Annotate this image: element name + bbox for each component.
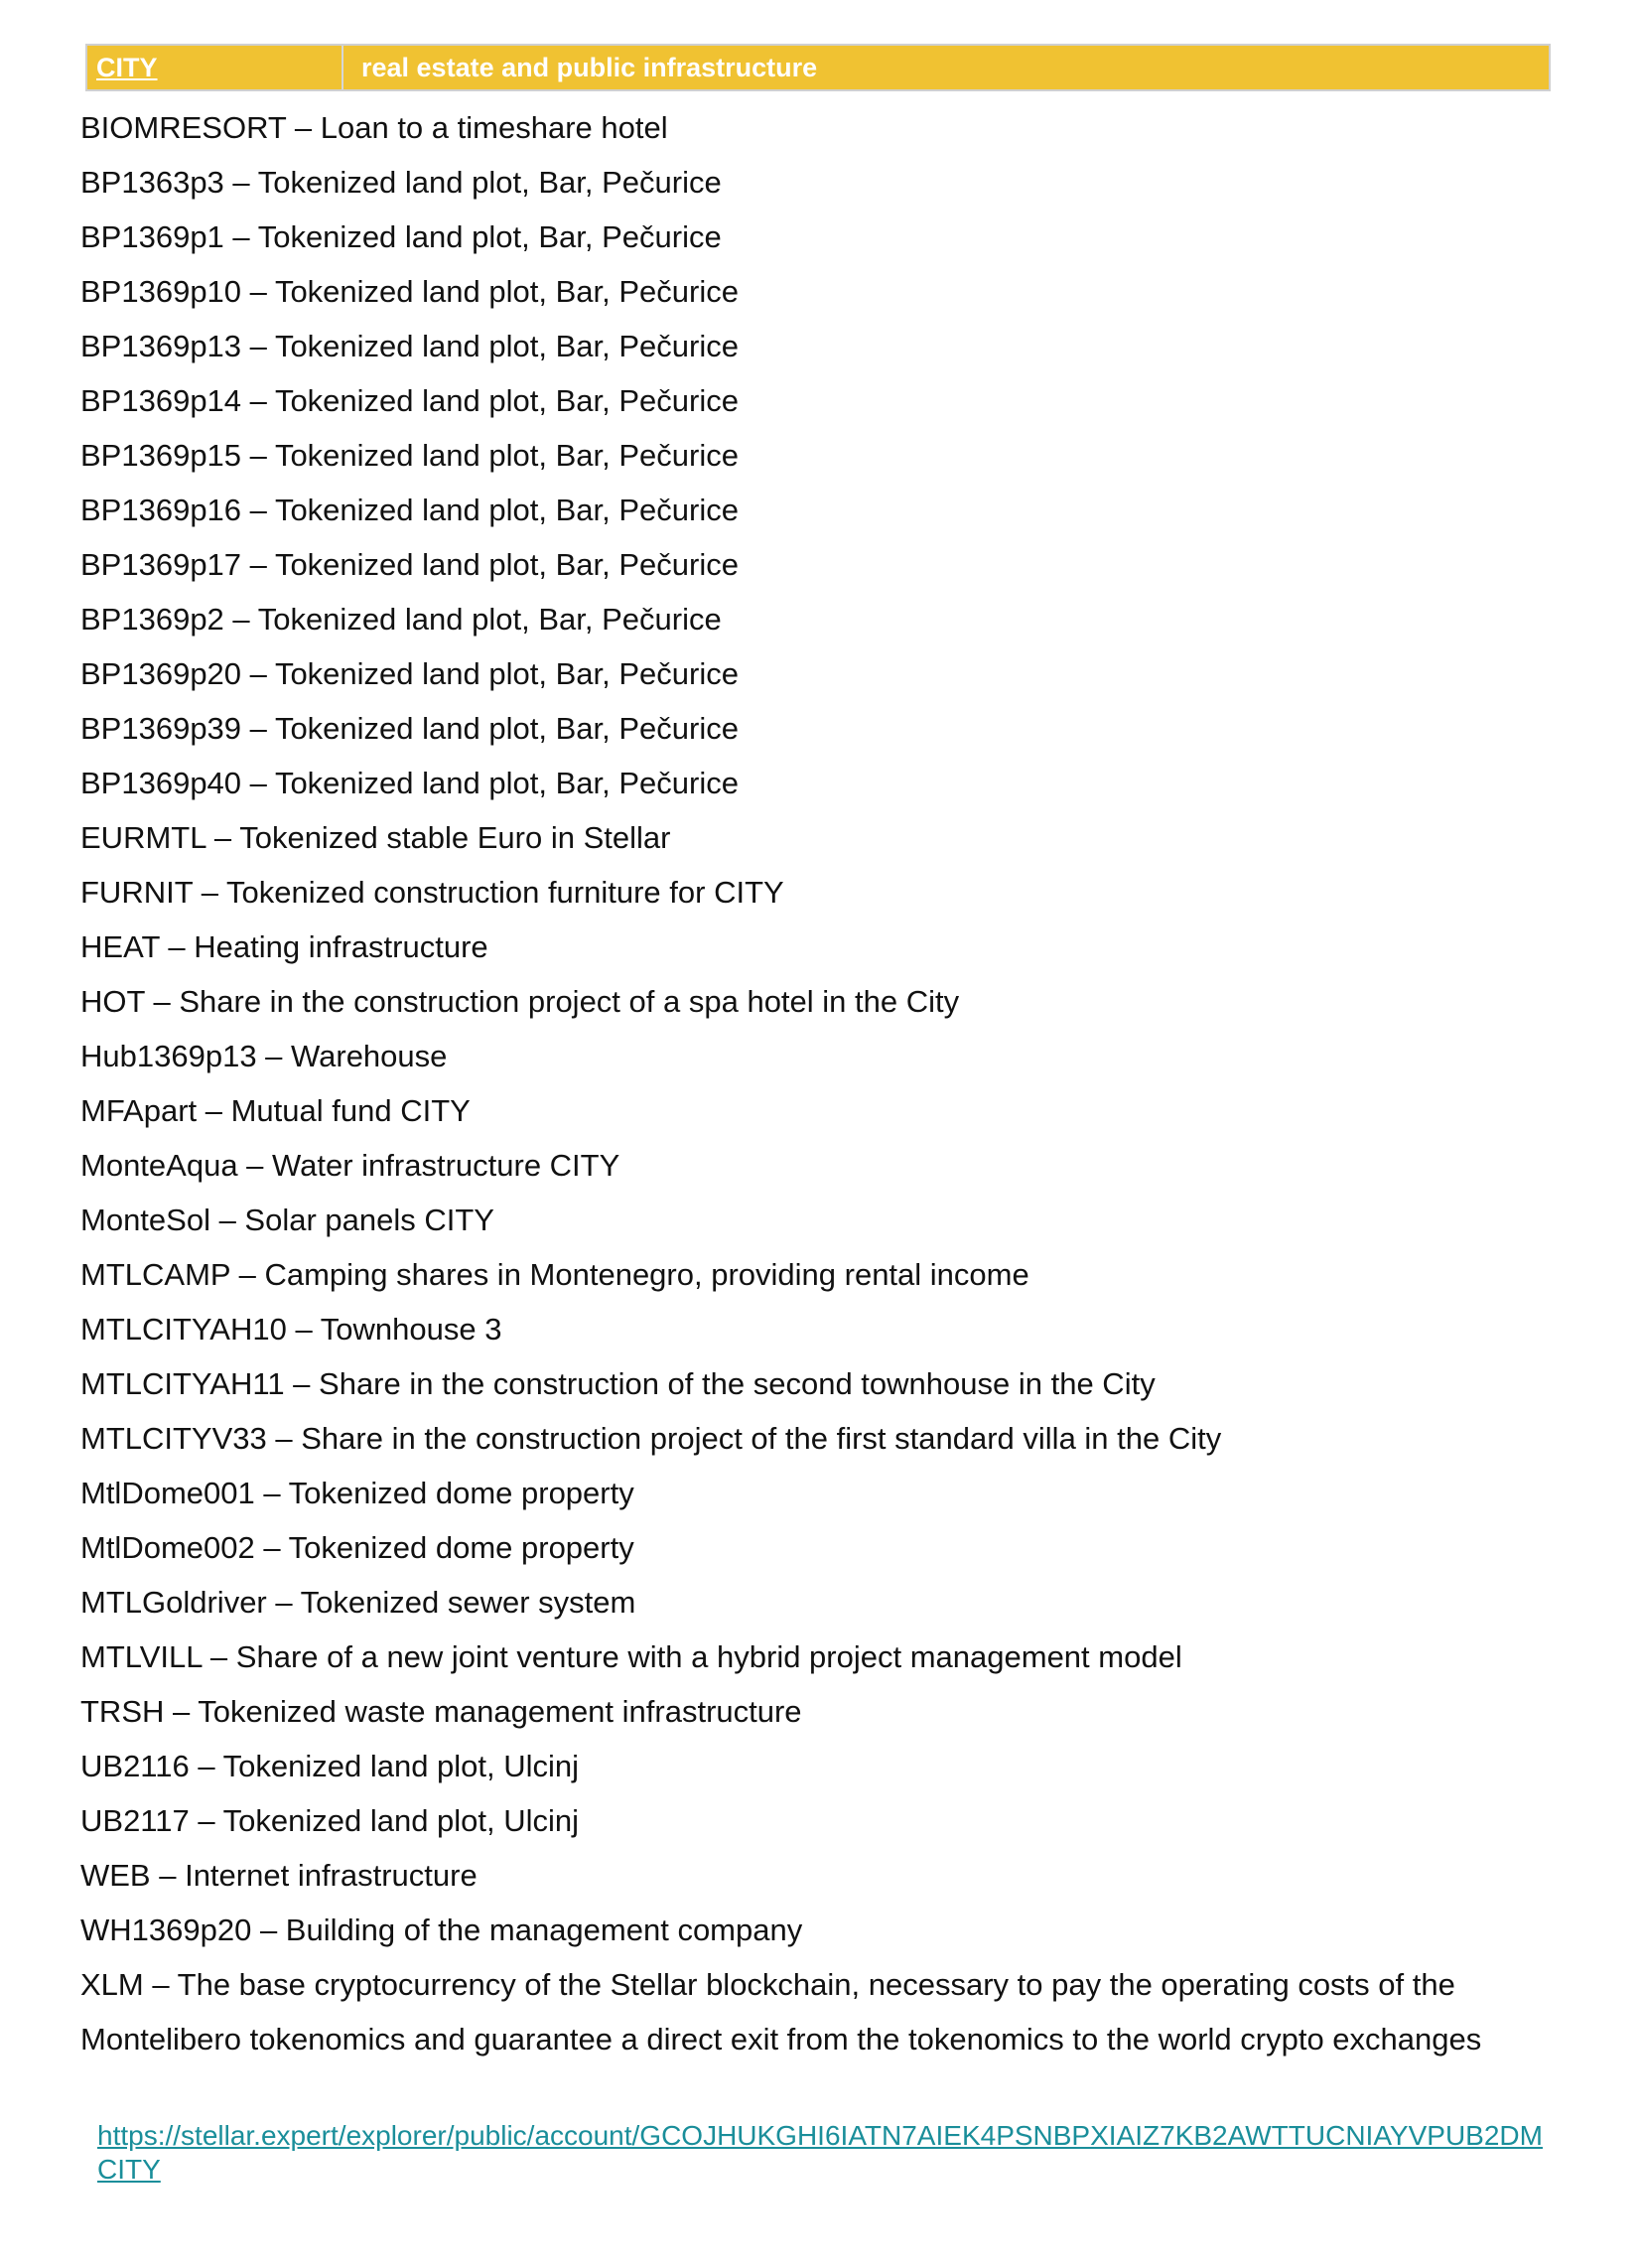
token-entry-heat: HEAT – Heating infrastructure — [80, 929, 488, 964]
token-entry-bp1369p10: BP1369p10 – Tokenized land plot, Bar, Pečurice — [80, 274, 739, 309]
token-entry-web: WEB – Internet infrastructure — [80, 1858, 478, 1893]
token-entry-mtlcityv33: MTLCITYV33 – Share in the construction project of the first standard villa in the City — [80, 1421, 1222, 1456]
token-entry-mtldome001: MtlDome001 – Tokenized dome property — [80, 1476, 634, 1510]
token-entry-mtlcityah10: MTLCITYAH10 – Townhouse 3 — [80, 1312, 502, 1347]
category-name-cell — [87, 46, 343, 89]
token-entry-bp1369p39: BP1369p39 – Tokenized land plot, Bar, Pečurice — [80, 711, 739, 746]
token-entry-mtlcamp: MTLCAMP – Camping shares in Montenegro, providing rental income — [80, 1257, 1029, 1292]
token-entry-ub2116: UB2116 – Tokenized land plot, Ulcinj — [80, 1749, 580, 1783]
token-entry-furnit: FURNIT – Tokenized construction furniture for CITY — [80, 875, 784, 910]
token-entry-bp1369p13: BP1369p13 – Tokenized land plot, Bar, Pečurice — [80, 329, 739, 363]
token-entry-hub1369p13: Hub1369p13 – Warehouse — [80, 1039, 448, 1073]
category-link[interactable]: CITY — [96, 52, 158, 82]
token-entry-eurmtl: EURMTL – Tokenized stable Euro in Stellar — [80, 820, 671, 855]
category-title: real estate and public infrastructure — [361, 52, 818, 82]
token-entry-montesol: MonteSol – Solar panels CITY — [80, 1203, 494, 1237]
category-header — [85, 44, 1551, 91]
token-entry-wh1369p20: WH1369p20 – Building of the management company — [80, 1913, 803, 1947]
token-entry-bp1369p16: BP1369p16 – Tokenized land plot, Bar, Pečurice — [80, 493, 739, 527]
token-entry-mtlcityah11: MTLCITYAH11 – Share in the construction of the second townhouse in the City — [80, 1366, 1156, 1401]
token-entry-monteaqua: MonteAqua – Water infrastructure CITY — [80, 1148, 620, 1183]
token-entry-mfapart: MFApart – Mutual fund CITY — [80, 1093, 471, 1128]
token-entry-bp1369p20: BP1369p20 – Tokenized land plot, Bar, Pečurice — [80, 656, 739, 691]
token-entry-xlm: XLM – The base cryptocurrency of the Stellar blockchain, necessary to pay the operating costs of the Montelibero tokenomics and guarantee a direct exit from the tokenomics to the world crypto exchanges — [80, 1967, 1482, 2056]
category-description-cell — [343, 46, 1549, 89]
token-entry-bp1369p2: BP1369p2 – Tokenized land plot, Bar, Pečurice — [80, 602, 722, 637]
token-list — [80, 100, 1560, 2066]
token-entry-bp1369p15: BP1369p15 – Tokenized land plot, Bar, Pečurice — [80, 438, 739, 473]
token-entry-mtldome002: MtlDome002 – Tokenized dome property — [80, 1530, 634, 1565]
token-entry-mtlgoldriver: MTLGoldriver – Tokenized sewer system — [80, 1585, 636, 1620]
token-entry-bp1363p3: BP1363p3 – Tokenized land plot, Bar, Pečurice — [80, 165, 722, 200]
token-entry-biomresort: BIOMRESORT – Loan to a timeshare hotel — [80, 110, 668, 145]
token-entry-bp1369p14: BP1369p14 – Tokenized land plot, Bar, Pečurice — [80, 383, 739, 418]
token-entry-trsh: TRSH – Tokenized waste management infrastructure — [80, 1694, 802, 1729]
stellar-explorer-link[interactable]: https://stellar.expert/explorer/public/account/GCOJHUKGHI6IATN7AIEK4PSNBPXIAIZ7KB2AWTTUCNIAYVPUB2DMCITY — [97, 2120, 1543, 2185]
token-entry-bp1369p1: BP1369p1 – Tokenized land plot, Bar, Pečurice — [80, 219, 722, 254]
token-entry-bp1369p17: BP1369p17 – Tokenized land plot, Bar, Pečurice — [80, 547, 739, 582]
token-entry-ub2117: UB2117 – Tokenized land plot, Ulcinj — [80, 1803, 580, 1838]
token-entry-mtlvill: MTLVILL – Share of a new joint venture with a hybrid project management model — [80, 1639, 1182, 1674]
token-entry-bp1369p40: BP1369p40 – Tokenized land plot, Bar, Pečurice — [80, 766, 739, 800]
token-entry-hot: HOT – Share in the construction project of a spa hotel in the City — [80, 984, 960, 1019]
